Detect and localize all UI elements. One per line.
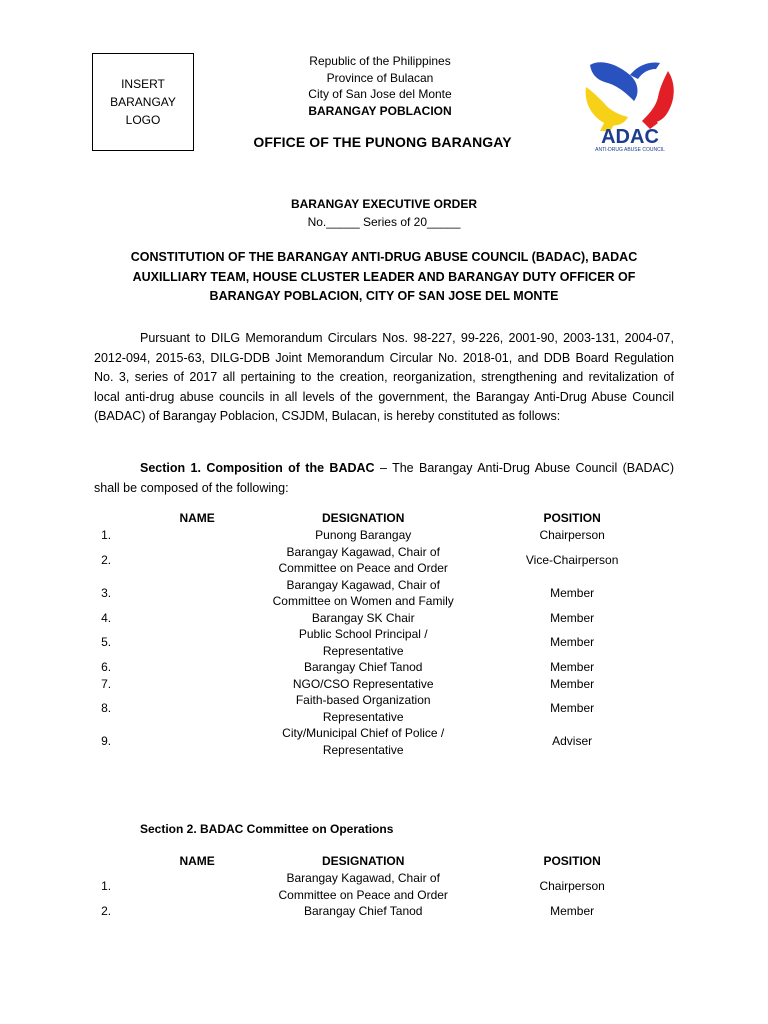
row-name — [122, 725, 272, 758]
republic-line: Republic of the Philippines — [309, 54, 451, 68]
table-row — [90, 626, 690, 659]
adac-yellow-hand-icon — [586, 87, 628, 125]
row-number: 1. — [101, 879, 112, 894]
executive-order-heading — [100, 195, 668, 231]
row-name — [122, 676, 272, 693]
logo-placeholder-line: BARANGAY — [110, 95, 176, 109]
section1-text: – The Barangay Anti-Drug Abuse Council (BADAC) shall be composed of the following: — [94, 461, 674, 495]
table-row — [90, 903, 690, 920]
badac-composition-table — [90, 509, 690, 758]
section1-paragraph — [94, 459, 674, 498]
row-position: Member — [550, 610, 595, 625]
row-name — [122, 903, 272, 920]
adac-logo-text: ADAC — [601, 126, 659, 148]
row-designation: Faith-based Organization Representative — [295, 693, 431, 724]
office-title: OFFICE OF THE PUNONG BARANGAY — [253, 134, 512, 150]
adac-logo — [580, 53, 680, 153]
column-header-name: NAME — [179, 853, 215, 868]
row-designation: NGO/CSO Representative — [292, 676, 434, 691]
row-name — [122, 527, 272, 544]
row-name — [122, 870, 272, 903]
logo-placeholder-line: LOGO — [125, 113, 161, 127]
row-name — [122, 659, 272, 676]
row-name — [122, 610, 272, 627]
row-number: 1. — [101, 528, 112, 542]
row-designation: Barangay Kagawad, Chair of Committee on Women and Family — [272, 577, 454, 608]
row-number: 3. — [101, 585, 112, 600]
row-designation: Barangay Chief Tanod — [303, 904, 423, 918]
table-row — [90, 544, 690, 577]
row-designation: Barangay Chief Tanod — [303, 660, 423, 674]
row-number: 7. — [101, 676, 112, 691]
logo-placeholder-line: INSERT — [121, 77, 165, 91]
letterhead — [230, 53, 530, 119]
row-position: Member — [550, 701, 595, 716]
adac-blue-fingers-icon — [630, 63, 660, 80]
table-row — [90, 527, 690, 544]
row-number: 2. — [101, 904, 112, 918]
row-designation: Barangay Kagawad, Chair of Committee on Peace and Order — [278, 544, 448, 575]
executive-order-number: No._____ Series of 20_____ — [307, 215, 461, 229]
column-header-designation: DESIGNATION — [321, 510, 405, 525]
row-number: 8. — [101, 701, 112, 716]
row-designation: Punong Barangay — [315, 528, 412, 542]
column-header-position: POSITION — [543, 853, 601, 868]
row-number: 9. — [101, 734, 112, 749]
table-row — [90, 692, 690, 725]
row-name — [122, 544, 272, 577]
row-number: 5. — [101, 635, 112, 650]
row-number: 2. — [101, 552, 112, 567]
table-row — [90, 610, 690, 627]
row-number: 4. — [101, 610, 112, 625]
row-position: Member — [550, 904, 595, 918]
table-row — [90, 659, 690, 676]
adac-blue-hand-icon — [590, 62, 637, 101]
row-position: Adviser — [552, 734, 593, 749]
table-row — [90, 725, 690, 758]
row-designation: City/Municipal Chief of Police / Representative — [282, 726, 445, 757]
row-designation: Barangay SK Chair — [311, 610, 415, 625]
executive-order-title: BARANGAY EXECUTIVE ORDER — [290, 197, 478, 211]
barangay-line: BARANGAY POBLACION — [308, 103, 452, 118]
section2-heading: Section 2. BADAC Committee on Operations — [140, 822, 394, 836]
operations-committee-table — [90, 852, 690, 920]
adac-red-hand-icon — [642, 71, 674, 123]
province-line: Province of Bulacan — [326, 70, 434, 85]
city-line: City of San Jose del Monte — [308, 87, 452, 101]
row-position: Chairperson — [539, 528, 605, 542]
row-position: Vice-Chairperson — [525, 552, 619, 567]
column-header-name: NAME — [179, 510, 215, 525]
row-name — [122, 577, 272, 610]
preamble-paragraph: Pursuant to DILG Memorandum Circulars Nos. 98-227, 99-226, 2001-90, 2003-131, 2004-07, 2012-094, 2015-63, DILG-DDB Joint Memorandum Circular No. 2018-01, and DDB Board Regulation No. 3, series of 2017 all pertaining to the creation, reorganization, strengthening and revitalization of local anti-drug abuse councils in all levels of the government, the Barangay Anti-Drug Abuse Council (BADAC) of Barangay Poblacion, CSJDM, Bulacan, is hereby constituted as follows: — [94, 331, 674, 423]
table-row — [90, 676, 690, 693]
row-designation: Public School Principal / Representative — [298, 627, 428, 658]
row-position: Member — [550, 676, 595, 691]
row-position: Chairperson — [539, 879, 605, 894]
constitution-title: CONSTITUTION OF THE BARANGAY ANTI-DRUG ABUSE COUNCIL (BADAC), BADAC AUXILLIARY TEAM, HOUSE CLUSTER LEADER AND BARANGAY DUTY OFFICER OF BARANGAY POBLACION, CITY OF SAN JOSE DEL MONTE — [130, 250, 638, 303]
adac-logo-subtext: ANTI-DRUG ABUSE COUNCIL — [595, 147, 665, 153]
section1-heading: Section 1. Composition of the BADAC — [140, 461, 375, 475]
row-position: Member — [550, 635, 595, 650]
row-position: Member — [550, 585, 595, 600]
row-number: 6. — [101, 660, 112, 674]
column-header-position: POSITION — [543, 510, 601, 525]
table-row — [90, 577, 690, 610]
row-name — [122, 626, 272, 659]
column-header-designation: DESIGNATION — [321, 853, 405, 868]
row-position: Member — [550, 660, 595, 674]
table-row — [90, 870, 690, 903]
row-designation: Barangay Kagawad, Chair of Committee on Peace and Order — [278, 871, 448, 902]
row-name — [122, 692, 272, 725]
